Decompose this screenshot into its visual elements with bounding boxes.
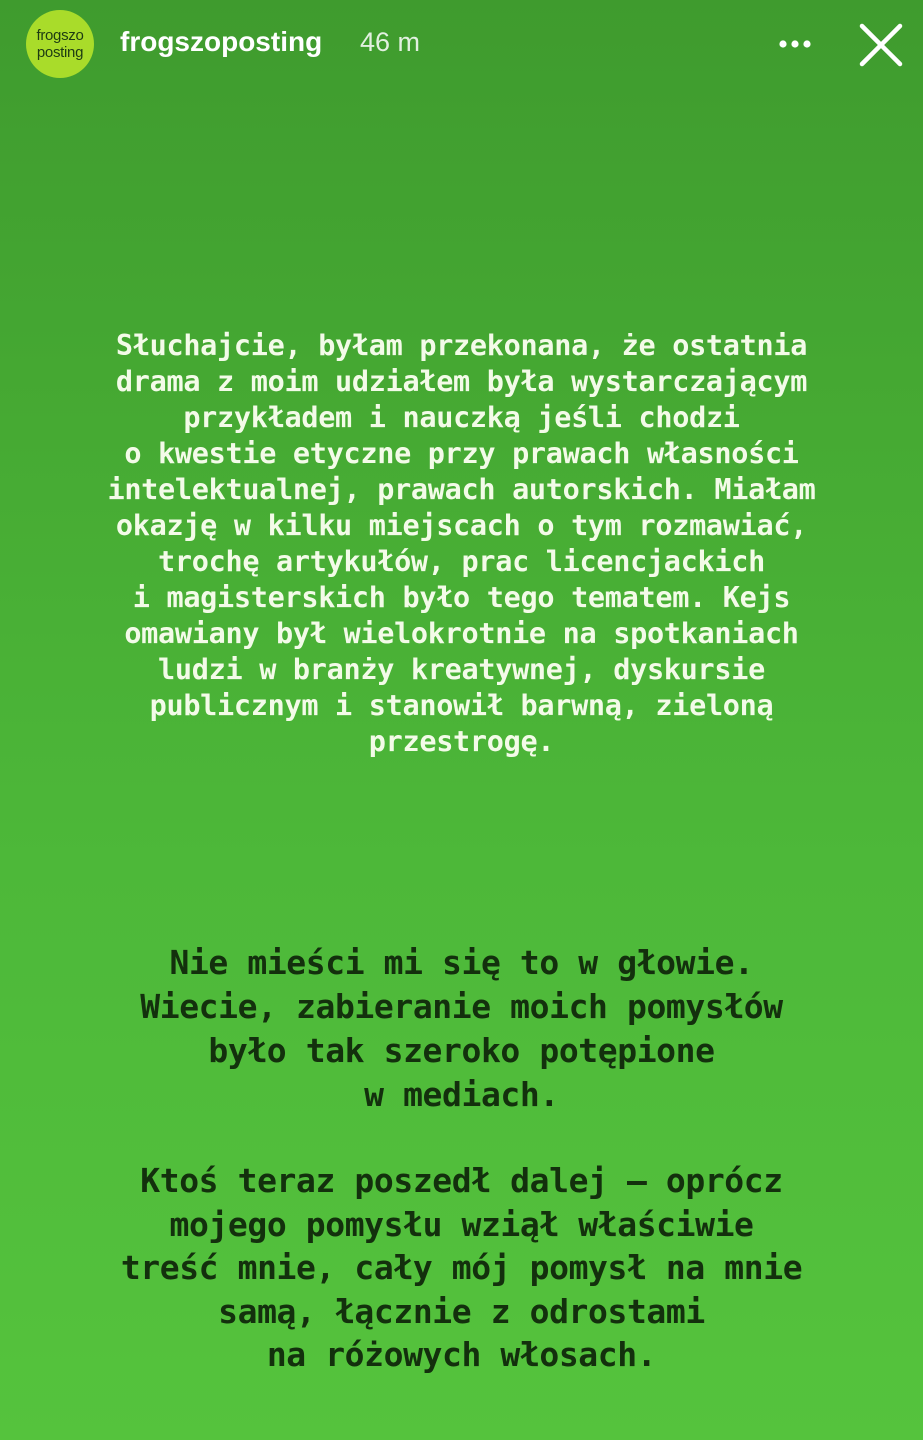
story-header — [0, 0, 923, 90]
avatar-label-line2: posting — [36, 44, 84, 61]
story-text-intro: Słuchajcie, byłam przekonana, że ostatnia drama z moim udziałem była wystarczającym przykładem i nauczką jeśli chodzi o kwestie etyczne przy prawach własności intelektualnej, prawach autorskich. Miałam okazję w kilku miejscach o tym rozmawiać, trochę artykułów, prac licencjackich i magisterskich było tego tematem. Kejs omawiany był wielokrotnie na spotkaniach ludzi w branży kreatywnej, dyskursie publicznym i stanowił barwną, zieloną przestrogę. — [107, 329, 816, 758]
more-options-icon — [778, 39, 812, 49]
avatar-label-line1: frogszo — [36, 27, 84, 44]
more-options-button[interactable] — [770, 22, 820, 66]
story-text-explanation: Ktoś teraz poszedł dalej – oprócz mojego pomysłu wziął właściwie treść mnie, cały mój pomysł na mnie samą, łącznie z odrostami na różowych włosach. — [120, 1161, 803, 1374]
close-button[interactable] — [856, 20, 906, 70]
timestamp: 46 m — [360, 27, 421, 57]
username[interactable]: frogszoposting — [120, 26, 323, 57]
close-icon — [856, 20, 906, 70]
avatar[interactable] — [26, 10, 94, 78]
story-text-reaction: Nie mieści mi się to w głowie. Wiecie, zabieranie moich pomysłów było tak szeroko potępione w mediach. — [140, 943, 783, 1114]
